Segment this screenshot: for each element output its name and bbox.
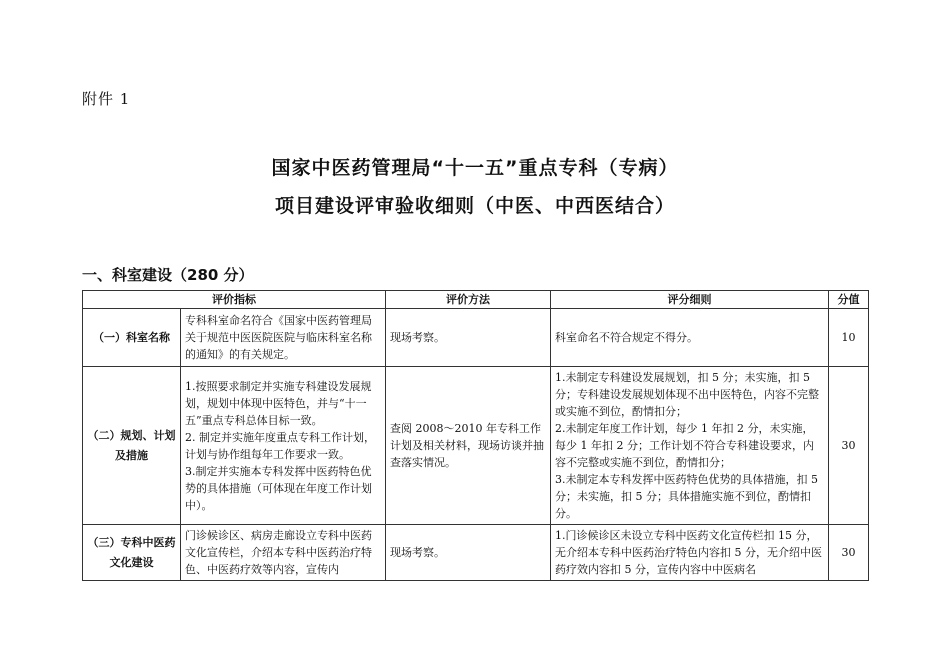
row-item: （三）专科中医药文化建设 [83,525,181,581]
row-score: 10 [829,309,869,367]
table-row [83,525,869,581]
attachment-label: 附件 1 [82,90,131,108]
row-details: 1.未制定专科建设发展规划，扣 5 分；未实施，扣 5 分；专科建设发展规划体现不出中医特色，内容不完整或实施不到位，酌情扣分； 2.未制定年度工作计划，每少 1 年扣 2 分，未实施，每少 1 年扣 2 分；工作计划不符合专科建设要求，内容不完整或实施不到位，酌情扣分； 3.未制定本专科发挥中医药特色优势的具体措施，扣 5 分；未实施，扣 5 分；具体措施实施不到位，酌情扣分。 [551,367,829,525]
row-indicator: 1.按照要求制定并实施专科建设发展规划，规划中体现中医特色，并与“十一五”重点专科总体目标一致。 2. 制定并实施年度重点专科工作计划，计划与协作组每年工作要求一致。 3.制定并实施本专科发挥中医药特色优势的具体措施（可体现在年度工作计划中）。 [181,367,386,525]
document-title-line-2: 项目建设评审验收细则（中医、中西医结合） [274,195,675,217]
row-item: （二）规划、计划及措施 [83,367,181,525]
header-details: 评分细则 [551,291,829,309]
row-details: 科室命名不符合规定不得分。 [551,309,829,367]
row-score: 30 [829,367,869,525]
evaluation-table [82,290,869,581]
header-method: 评价方法 [386,291,551,309]
row-indicator: 门诊候诊区、病房走廊设立专科中医药文化宣传栏，介绍本专科中医药治疗特色、中医药疗效等内容，宣传内 [181,525,386,581]
document-title-line-1: 国家中医药管理局“十一五”重点专科（专病） [271,157,679,179]
section-heading: 一、科室建设（280 分） [82,266,254,284]
row-item: （一）科室名称 [83,309,181,367]
header-indicator: 评价指标 [83,291,386,309]
table-row [83,309,869,367]
row-method: 现场考察。 [386,309,551,367]
table-header-row [83,291,869,309]
header-score: 分值 [829,291,869,309]
row-score: 30 [829,525,869,581]
table-row [83,367,869,525]
row-details: 1.门诊候诊区未设立专科中医药文化宣传栏扣 15 分，无介绍本专科中医药治疗特色内容扣 5 分，无介绍中医药疗效内容扣 5 分，宣传内容中中医病名 [551,525,829,581]
row-method: 查阅 2008～2010 年专科工作计划及相关材料，现场访谈并抽查落实情况。 [386,367,551,525]
row-method: 现场考察。 [386,525,551,581]
row-indicator: 专科科室命名符合《国家中医药管理局关于规范中医医院医院与临床科室名称的通知》的有关规定。 [181,309,386,367]
